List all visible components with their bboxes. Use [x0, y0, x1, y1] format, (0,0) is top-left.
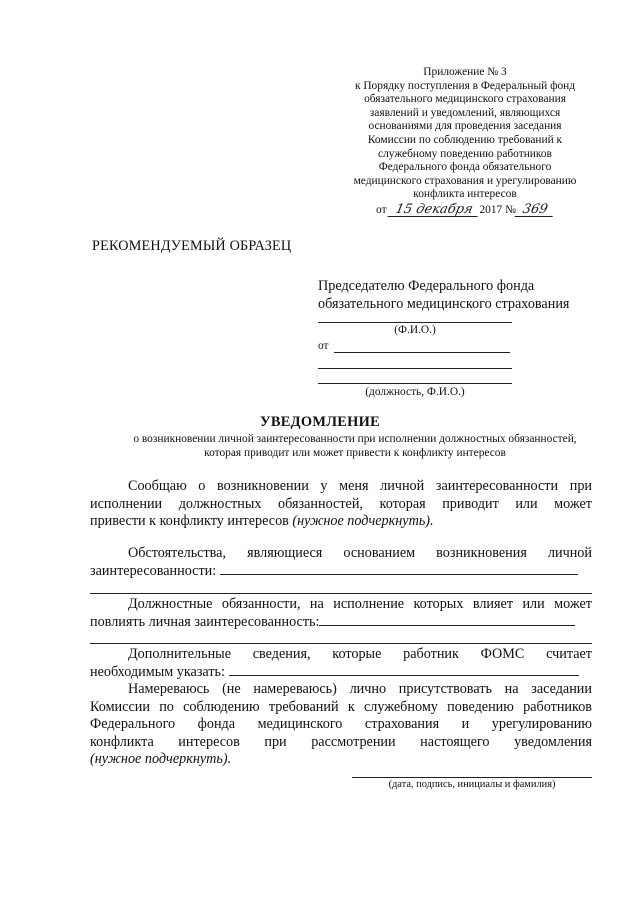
paragraph-duties	[90, 596, 592, 631]
appendix-line: Приложение № 3	[423, 66, 507, 78]
paragraph-notification	[90, 478, 592, 531]
appendix-line: основаниями для проведения заседания	[368, 120, 562, 133]
paragraph-line: Федерального фонда медицинского страхования и урегулированию	[90, 716, 592, 732]
fio-blank-line	[318, 322, 512, 323]
paragraph-line	[90, 614, 592, 632]
signature-caption: (дата, подпись, инициалы и фамилия)	[388, 779, 556, 790]
paragraph-line: исполнении должностных обязанностей, которая приводит или может	[90, 495, 592, 512]
position-blank-line	[318, 383, 512, 384]
subtitle-line: которая приводит или может привести к конфликту интересов	[204, 447, 506, 459]
paragraph-line	[90, 664, 592, 682]
paragraph-additional-info	[90, 646, 592, 681]
appendix-line: медицинского страхования и урегулированию	[353, 174, 577, 187]
additional-info-blank-line	[229, 675, 579, 676]
paragraph-text: привести к конфликту интересов	[90, 513, 289, 529]
paragraph-line	[90, 513, 592, 531]
sample-label: РЕКОМЕНДУЕМЫЙ ОБРАЗЕЦ	[92, 238, 292, 254]
addressee-line: обязательного медицинского страхования	[318, 296, 570, 312]
appendix-line: Федерального фонда обязательного	[378, 161, 552, 174]
paragraph-line: Сообщаю о возникновении у меня личной заинтересованности при	[128, 478, 592, 494]
addressee-line: Председателю Федерального фонда	[318, 278, 535, 294]
signature-blank-line	[352, 777, 592, 778]
position-caption: (должность, Ф.И.О.)	[365, 386, 465, 398]
paragraph-line: Должностные обязанности, на исполнение которых влияет или может	[128, 596, 592, 612]
circumstances-blank-line	[90, 593, 592, 594]
document-subtitle	[60, 432, 640, 460]
paragraph-text: необходимым указать:	[90, 663, 225, 680]
paragraph-line	[90, 563, 592, 581]
appendix-line: заявлений и уведомлений, являющихся	[369, 106, 561, 119]
paragraph-line: Комиссии по соблюдению требований к служебному поведению работников	[90, 698, 592, 715]
paragraph-line: Дополнительные сведения, которые работник ФОМС считает	[128, 646, 592, 662]
appendix-line: конфликта интересов	[413, 188, 517, 201]
appendix-line: обязательного медицинского страхования	[364, 93, 566, 106]
fio-caption: (Ф.И.О.)	[394, 324, 436, 336]
paragraph-line: конфликта интересов при рассмотрении настоящего уведомления	[90, 733, 592, 750]
paragraph-text: заинтересованности:	[90, 562, 217, 579]
addressee-block	[318, 277, 618, 313]
appendix-header	[325, 66, 605, 218]
appendix-line: к Порядку поступления в Федеральный фонд	[354, 79, 576, 92]
paragraph-line: Намереваюсь (не намереваюсь) лично присутствовать на заседании	[128, 681, 592, 697]
appendix-line: Комиссии по соблюдению требований к	[367, 133, 563, 146]
document-title: УВЕДОМЛЕНИЕ	[259, 414, 381, 430]
from-label: от	[318, 340, 329, 352]
paragraph-circumstances	[90, 545, 592, 580]
circumstances-blank-line	[220, 574, 578, 575]
underline-note: (нужное подчеркнуть).	[90, 751, 232, 767]
paragraph-attendance	[90, 681, 592, 769]
duties-blank-line	[319, 625, 575, 626]
handwritten-order-number: 369	[514, 203, 555, 217]
handwritten-order-date: 15 декабря	[388, 203, 481, 217]
underline-note: (нужное подчеркнуть).	[292, 513, 434, 529]
order-prefix: от	[376, 203, 387, 216]
paragraph-line	[90, 751, 592, 769]
position-blank-line	[318, 368, 512, 369]
order-year: 2017 №	[479, 203, 516, 216]
appendix-line: служебному поведению работников	[378, 147, 552, 160]
from-blank-line	[334, 352, 510, 353]
paragraph-text: повлиять личная заинтересованность:	[90, 613, 320, 630]
subtitle-line: о возникновении личной заинтересованности при исполнении должностных обязанностей,	[133, 433, 577, 445]
order-reference	[325, 203, 605, 218]
duties-blank-line	[90, 643, 592, 644]
paragraph-line: Обстоятельства, являющиеся основанием возникновения личной	[128, 545, 592, 561]
